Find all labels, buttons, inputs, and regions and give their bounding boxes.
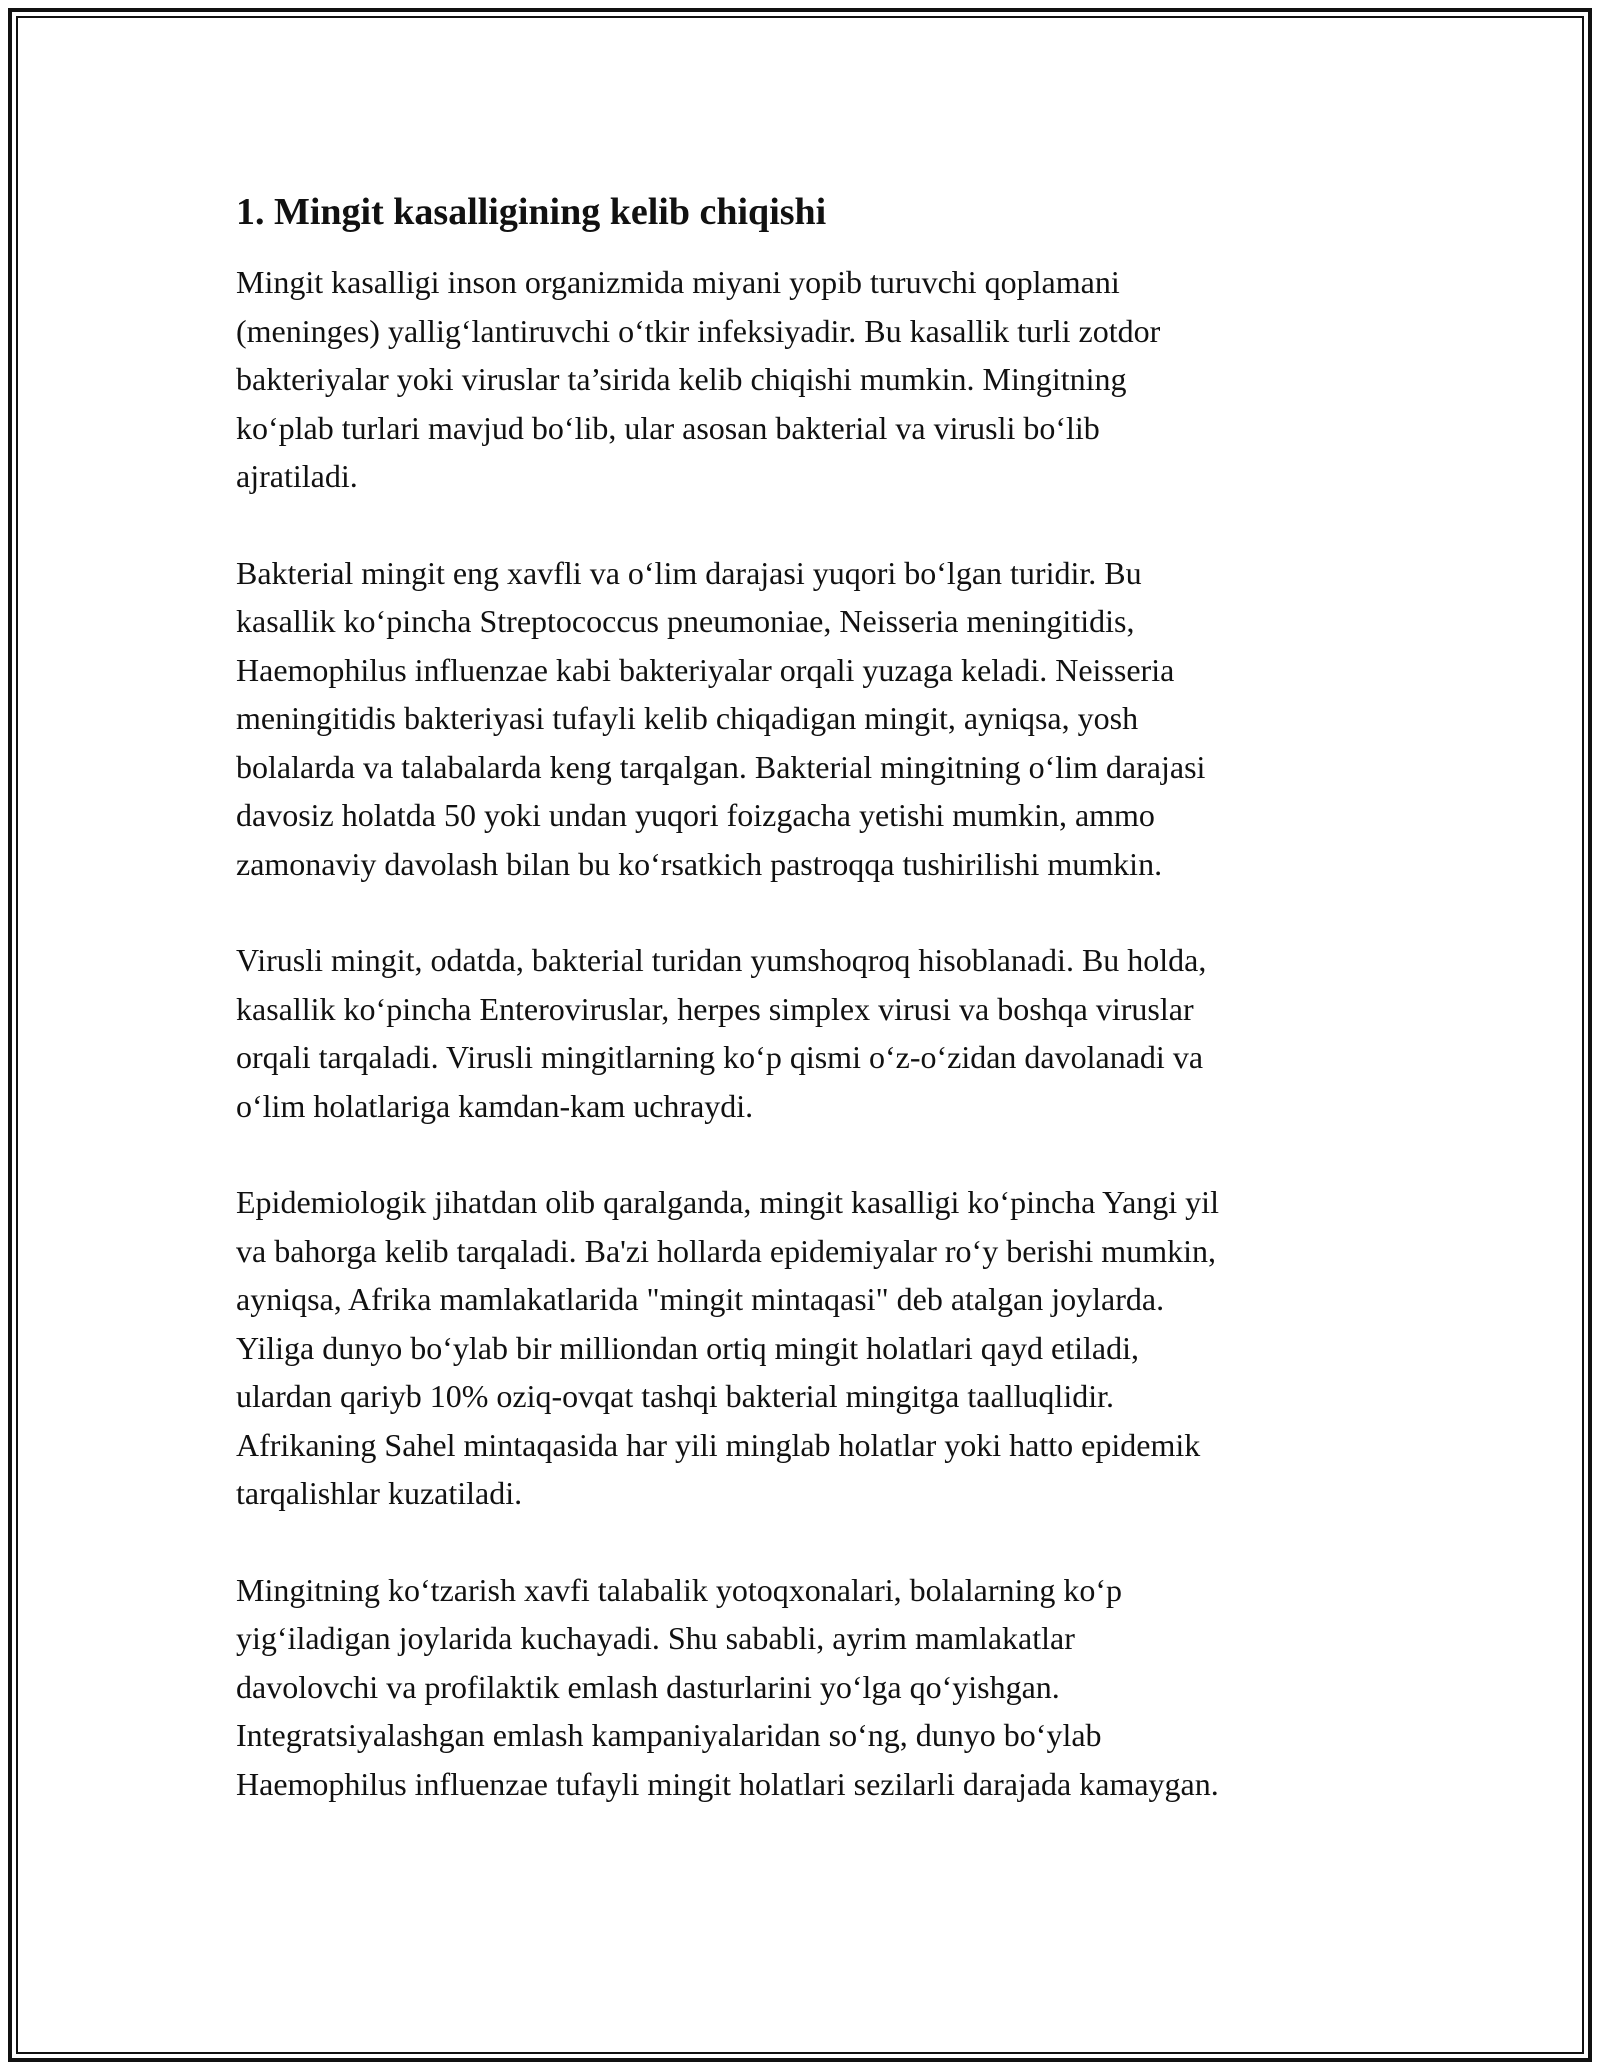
text-line: kasallik ko‘pincha Streptococcus pneumoniae, Neisseria meningitidis, xyxy=(236,603,1135,639)
text-line: meningitidis bakteriyasi tufayli kelib chiqadigan mingit, ayniqsa, yosh xyxy=(236,700,1139,736)
text-line: Mingit kasalligi inson organizmida miyani yopib turuvchi qoplamani xyxy=(236,264,1120,300)
text-line: o‘lim holatlariga kamdan-kam uchraydi. xyxy=(236,1087,754,1124)
text-line: Yiliga dunyo bo‘ylab bir milliondan ortiq mingit holatlari qayd etiladi, xyxy=(236,1329,1139,1366)
text-line: ajratiladi. xyxy=(236,458,358,494)
text-line: Bakterial mingit eng xavfli va o‘lim darajasi yuqori bo‘lgan turidir. Bu xyxy=(236,554,1142,591)
text-line: ayniqsa, Afrika mamlakatlarida "mingit mintaqasi" deb atalgan joylarda. xyxy=(236,1281,1165,1317)
paragraph-viral xyxy=(236,936,1376,1130)
text-line: Virusli mingit, odatda, bakterial turidan yumshoqroq hisoblanadi. Bu holda, xyxy=(236,942,1207,978)
paragraph-prevention xyxy=(236,1566,1376,1809)
text-line: ulardan qariyb 10% oziq-ovqat tashqi bakterial mingitga taalluqlidir. xyxy=(236,1378,1114,1414)
text-line: bakteriyalar yoki viruslar ta’sirida kelib chiqishi mumkin. Mingitning xyxy=(236,361,1127,397)
paragraph-intro xyxy=(236,258,1376,501)
text-line: Epidemiologik jihatdan olib qaralganda, mingit kasalligi ko‘pincha Yangi yil xyxy=(236,1184,1219,1220)
text-line: zamonaviy davolash bilan bu ko‘rsatkich pastroqqa tushirilishi mumkin. xyxy=(236,845,1163,882)
text-line: (meninges) yallig‘lantiruvchi o‘tkir infeksiyadir. Bu kasallik turli zotdor xyxy=(236,312,1161,349)
text-line: Haemophilus influenzae tufayli mingit holatlari sezilarli darajada kamaygan. xyxy=(236,1765,1219,1802)
text-line: Afrikaning Sahel mintaqasida har yili minglab holatlar yoki hatto epidemik xyxy=(236,1426,1201,1463)
text-line: Integratsiyalashgan emlash kampaniyalaridan so‘ng, dunyo bo‘ylab xyxy=(236,1717,1102,1753)
text-line: Mingitning ko‘tzarish xavfi talabalik yotoqxonalari, bolalarning ko‘p xyxy=(236,1571,1123,1608)
text-line: Haemophilus influenzae kabi bakteriyalar orqali yuzaga keladi. Neisseria xyxy=(236,651,1175,688)
text-line: davosiz holatda 50 yoki undan yuqori foizgacha yetishi mumkin, ammo xyxy=(236,797,1155,833)
text-line: davolovchi va profilaktik emlash dasturlarini yo‘lga qo‘yishgan. xyxy=(236,1668,1060,1705)
text-line: ko‘plab turlari mavjud bo‘lib, ular asosan bakterial va virusli bo‘lib xyxy=(236,409,1100,446)
section-title: 1. Mingit kasalligining kelib chiqishi xyxy=(236,191,827,233)
document-body xyxy=(236,188,1376,1856)
text-line: tarqalishlar kuzatiladi. xyxy=(236,1475,523,1511)
text-line: bolalarda va talabalarda keng tarqalgan. Bakterial mingitning o‘lim darajasi xyxy=(236,748,1206,785)
paragraph-bacterial xyxy=(236,549,1376,889)
text-line: yig‘iladigan joylarida kuchayadi. Shu sababli, ayrim mamlakatlar xyxy=(236,1620,1075,1656)
text-line: kasallik ko‘pincha Enteroviruslar, herpes simplex virusi va boshqa viruslar xyxy=(236,990,1194,1027)
text-line: va bahorga kelib tarqaladi. Ba'zi hollarda epidemiyalar ro‘y berishi mumkin, xyxy=(236,1232,1216,1269)
paragraph-epidemiology xyxy=(236,1178,1376,1518)
text-line: orqali tarqaladi. Virusli mingitlarning ko‘p qismi o‘z-o‘zidan davolanadi va xyxy=(236,1039,1204,1075)
